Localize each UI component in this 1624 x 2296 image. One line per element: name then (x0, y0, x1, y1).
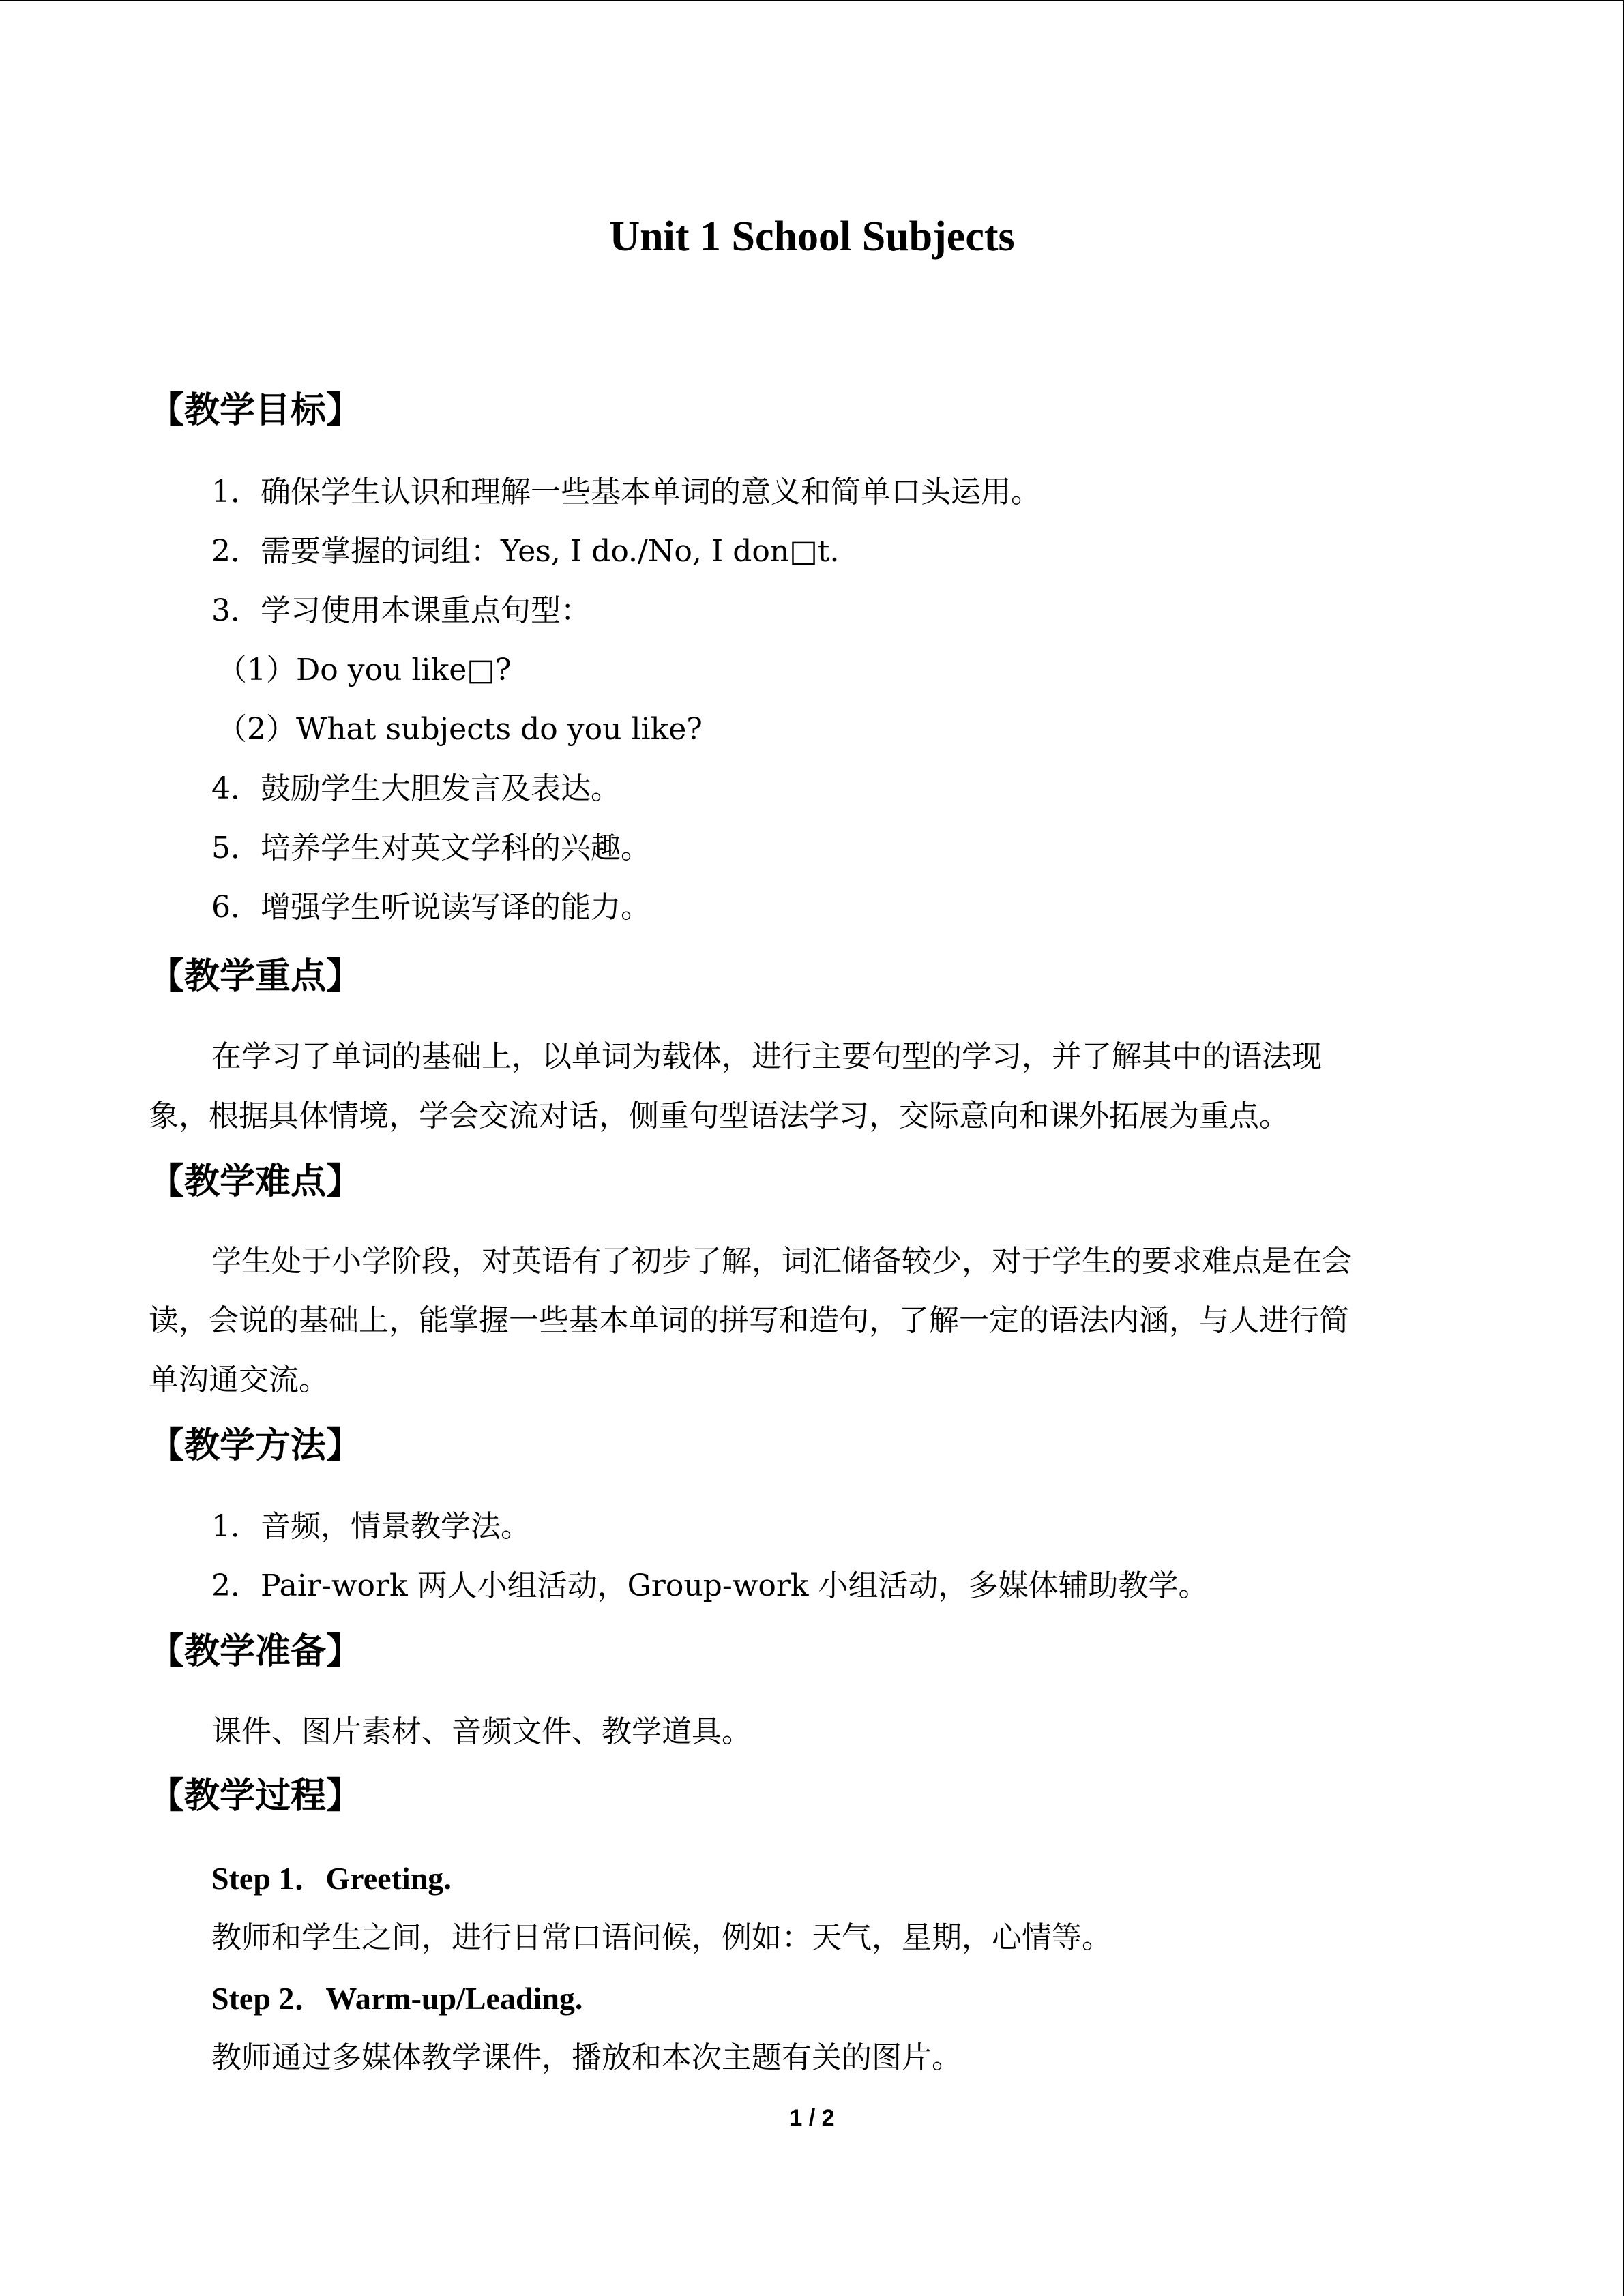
heading-difficulties: 【教学难点】 (149, 1161, 362, 1202)
key-points-line-1: 在学习了单词的基础上，以单词为载体，进行主要句型的学习，并了解其中的语法现 (211, 1039, 1322, 1074)
difficulties-line-2: 读，会说的基础上，能掌握一些基本单词的拼写和造句，了解一定的语法内涵，与人进行简 (149, 1303, 1349, 1338)
method-item-1: 1．音频，情景教学法。 (211, 1509, 531, 1544)
step-2-title: Step 2．Warm-up/Leading. (211, 1981, 583, 2016)
heading-process: 【教学过程】 (149, 1776, 362, 1817)
goal-item-1: 1．确保学生认识和理解一些基本单词的意义和简单口头运用。 (211, 475, 1041, 509)
goal-item-6: 6．增强学生听说读写译的能力。 (211, 890, 651, 925)
goal-subitem-2: （2）What subjects do you like? (217, 712, 703, 747)
step-2-text: 教师通过多媒体教学课件，播放和本次主题有关的图片。 (211, 2040, 962, 2075)
preparation-text: 课件、图片素材、音频文件、教学道具。 (211, 1714, 752, 1749)
heading-preparation: 【教学准备】 (149, 1631, 362, 1672)
document-title: Unit 1 School Subjects (609, 213, 1015, 260)
goal-item-4: 4．鼓励学生大胆发言及表达。 (211, 771, 621, 806)
goal-subitem-1: （1）Do you like□? (217, 653, 512, 687)
heading-teaching-goals: 【教学目标】 (149, 390, 362, 431)
step-1-title: Step 1．Greeting. (211, 1861, 452, 1896)
goal-item-5: 5．培养学生对英文学科的兴趣。 (211, 831, 651, 865)
heading-key-points: 【教学重点】 (149, 956, 362, 997)
goal-item-2: 2．需要掌握的词组：Yes, I do./No, I don□t. (211, 534, 840, 569)
difficulties-line-1: 学生处于小学阶段，对英语有了初步了解，词汇储备较少，对于学生的要求难点是在会 (211, 1244, 1352, 1279)
method-item-2: 2．Pair-work 两人小组活动，Group-work 小组活动，多媒体辅助教学。 (211, 1568, 1209, 1603)
step-1-text: 教师和学生之间，进行日常口语问候，例如：天气，星期，心情等。 (211, 1920, 1112, 1955)
goal-item-3: 3．学习使用本课重点句型： (211, 593, 591, 628)
page-number: 1 / 2 (789, 2105, 835, 2131)
key-points-line-2: 象，根据具体情境，学会交流对话，侧重句型语法学习，交际意向和课外拓展为重点。 (149, 1099, 1289, 1133)
difficulties-line-3: 单沟通交流。 (149, 1362, 329, 1397)
heading-methods: 【教学方法】 (149, 1425, 362, 1466)
